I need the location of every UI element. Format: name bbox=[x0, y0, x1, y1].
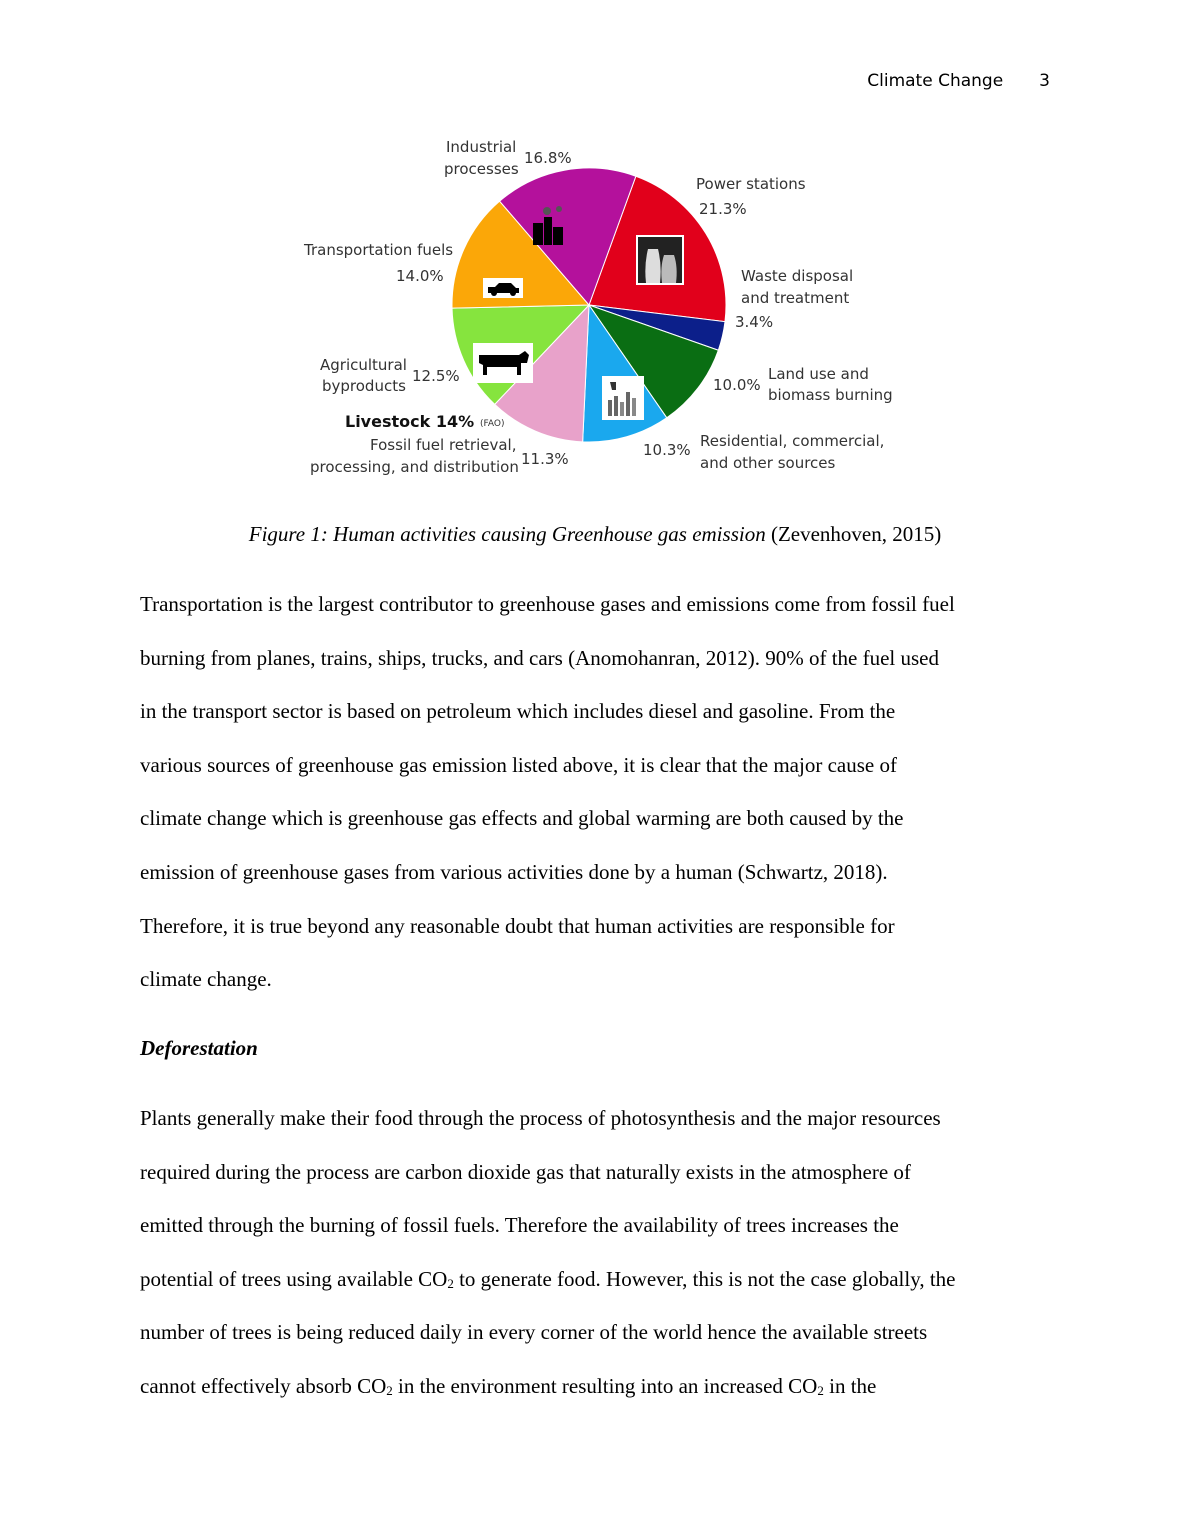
paragraph-line: climate change. bbox=[140, 967, 272, 992]
figure-caption bbox=[0, 522, 1190, 547]
subscript-2: 2 bbox=[817, 1382, 824, 1398]
buildings-icon bbox=[602, 376, 644, 420]
paragraph-line: various sources of greenhouse gas emission listed above, it is clear that the major cause of bbox=[140, 752, 897, 777]
paragraph-line: Plants generally make their food through the process of photosynthesis and the major resources bbox=[140, 1106, 941, 1130]
label-land-2: biomass burning bbox=[768, 386, 893, 404]
header-title: Climate Change bbox=[867, 71, 1004, 91]
value-fossil: 11.3% bbox=[521, 450, 569, 468]
pie-chart bbox=[300, 132, 900, 484]
value-waste: 3.4% bbox=[735, 313, 774, 331]
subscript-2: 2 bbox=[386, 1382, 393, 1398]
page-number: 3 bbox=[1039, 71, 1050, 91]
paragraph-line: required during the process are carbon dioxide gas that naturally exists in the atmosphere of bbox=[140, 1159, 911, 1184]
value-agri: 12.5% bbox=[412, 367, 460, 385]
label-fossil-2: processing, and distribution bbox=[310, 458, 519, 476]
paragraph-line: climate change which is greenhouse gas effects and global warming are both caused by the bbox=[140, 806, 904, 831]
text-fragment: potential of trees using available CO bbox=[140, 1266, 448, 1291]
caption-citation: (Zevenhoven, 2015) bbox=[765, 522, 942, 546]
label-agri-1: Agricultural bbox=[320, 356, 407, 374]
label-residential-2: and other sources bbox=[700, 454, 836, 472]
label-industrial-2: processes bbox=[444, 160, 519, 178]
paragraph-line: Transportation is the largest contributor to greenhouse gases and emissions come from fossil fuel bbox=[140, 592, 955, 616]
text-fragment: to generate food. However, this is not the case globally, the bbox=[453, 1266, 956, 1291]
text-fragment: in the environment resulting into an increased CO bbox=[392, 1373, 818, 1398]
paragraph-line bbox=[140, 1360, 1055, 1414]
subscript-2: 2 bbox=[447, 1275, 454, 1291]
label-waste-1: Waste disposal bbox=[741, 267, 854, 285]
value-transport: 14.0% bbox=[396, 267, 444, 285]
paragraph-transportation bbox=[140, 578, 1055, 1007]
label-transport: Transportation fuels bbox=[304, 241, 454, 259]
text-fragment: cannot effectively absorb CO bbox=[140, 1373, 387, 1398]
running-header bbox=[867, 71, 1050, 91]
label-agri-2: byproducts bbox=[322, 377, 406, 395]
paragraph-line: emission of greenhouse gases from various activities done by a human (Schwartz, 2018). bbox=[140, 859, 888, 884]
caption-title: Figure 1: Human activities causing Greenhouse gas emission bbox=[248, 522, 766, 546]
value-industrial: 16.8% bbox=[524, 149, 572, 167]
paragraph-line: number of trees is being reduced daily in every corner of the world hence the available streets bbox=[140, 1320, 928, 1345]
paragraph-line: burning from planes, trains, ships, trucks, and cars (Anomohanran, 2012). 90% of the fuel used bbox=[140, 645, 939, 670]
paragraph-line: emitted through the burning of fossil fuels. Therefore the availability of trees increases the bbox=[140, 1213, 899, 1238]
label-waste-2: and treatment bbox=[741, 289, 850, 307]
paragraph-deforestation bbox=[140, 1092, 1055, 1414]
cow-icon bbox=[473, 343, 533, 383]
text-fragment: in the bbox=[823, 1373, 877, 1398]
value-residential: 10.3% bbox=[643, 441, 691, 459]
label-land-1: Land use and bbox=[768, 365, 869, 383]
pie-slices bbox=[452, 168, 726, 442]
label-power: Power stations bbox=[696, 175, 806, 193]
label-livestock: Livestock 14% bbox=[345, 412, 475, 431]
value-power: 21.3% bbox=[699, 200, 747, 218]
power-plant-icon bbox=[636, 235, 684, 285]
label-industrial-1: Industrial bbox=[446, 138, 517, 156]
label-livestock-source: (FAO) bbox=[480, 419, 505, 429]
car-icon bbox=[483, 278, 523, 298]
paragraph-line bbox=[140, 1253, 1055, 1307]
label-residential-1: Residential, commercial, bbox=[700, 432, 885, 450]
emissions-pie-figure bbox=[300, 132, 900, 484]
label-fossil-1: Fossil fuel retrieval, bbox=[370, 436, 517, 454]
paragraph-line: in the transport sector is based on petroleum which includes diesel and gasoline. From the bbox=[140, 699, 896, 724]
section-heading-deforestation: Deforestation bbox=[140, 1036, 258, 1060]
value-land: 10.0% bbox=[713, 376, 761, 394]
paragraph-line: Therefore, it is true beyond any reasonable doubt that human activities are responsible for bbox=[140, 913, 895, 938]
